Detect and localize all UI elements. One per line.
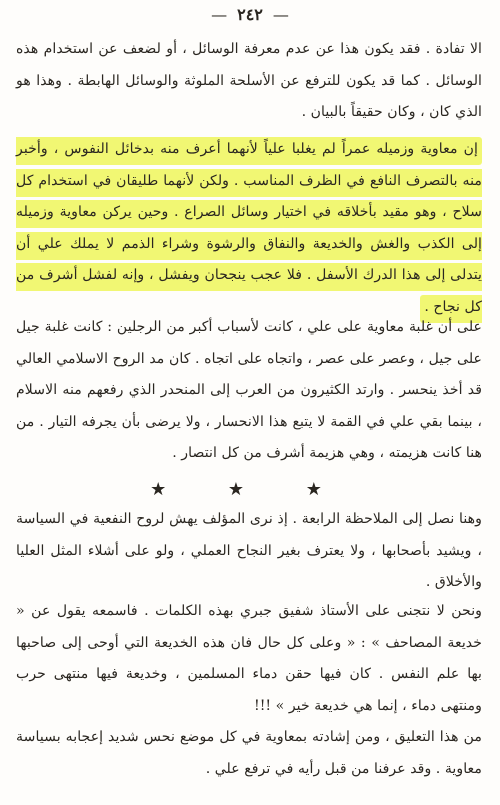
text-line: إلى الكذب والغش والخديعة والنفاق والرشوة وشراء الذمم لا يملك علي أن [16,235,482,252]
text-line: العليا والأخلاق . [16,542,482,590]
section-separator: ★ ★ ★ [150,479,350,500]
paragraph-defeat [16,312,482,470]
text-line: بها علم النفس . كان فيها حقن دماء المسلمين ، وخديعة فيها منتهى حرب ومنتهى دماء ، [16,666,482,714]
text-line: بسياسة معاوية . وقد عرفنا من قبل رأيه في ترفع علي . [16,729,482,777]
text-line: ونحن لا نتجنى على الأستاذ شفيق جبري بهذه الكلمات . فاسمعه يقول عن [31,603,483,619]
paragraph-closing [16,722,482,785]
page-header [0,2,500,26]
text-line: إنما هي خديعة خير » !!! [254,697,398,714]
paragraph-intro [16,34,482,129]
paragraph-quote [16,596,482,722]
text-line: جيل على جيل ، وعصر على عصر ، واتجاه على اتجاه . كان مد الروح الاسلامي [16,319,482,367]
text-line: السياسة ، ويشيد بأصحابها ، ولا يعترف بغير النجاح العملي ، ولو على أشلاء المثل [16,511,482,559]
text-line: منه بالتصرف النافع في الظرف المناسب . ولكن لأنهما طليقان في استخدام كل [16,172,482,189]
text-line: وهنا نصل إلى الملاحظة الرابعة . إذ نرى المؤلف يهش لروح النفعية في [69,511,482,527]
text-line: على أن غلبة معاوية على علي ، كانت لأسباب أكبر من الرجلين : كانت غلبة [44,319,482,335]
text-line: كل نجاح . [424,298,482,315]
text-line: هذه الوسائل . كما قد يكون للترفع عن الأسلحة الملوثة والوسائل الهابطة . وهذا [16,41,482,89]
header-dash-left: — [211,4,228,24]
text-line: من هنا كانت هزيمته ، وهي هزيمة أشرف من كل انتصار . [16,413,482,461]
page-number: ٢٤٢ [237,4,263,24]
paragraph-highlighted [16,134,482,323]
paragraph-fourth-note [16,504,482,599]
highlight-mark [16,137,482,323]
text-line: سلاح ، وهو مقيد بأخلاقه في اختيار وسائل الصراع . وحين يركن معاوية وزميله [16,204,482,220]
text-line: الاسلام ، بينما بقي علي في القمة لا يتبع هذا الانحسار ، ولا يرضى بأن يجرفه التيار . [16,382,482,430]
text-line: « خديعة المصاحف » : « وعلى كل حال فان هذه الخديعة التي أوحى إلى صاحبها [16,603,482,651]
text-line: هو الذي كان ، وكان حقيقاً بالبيان . [16,72,482,120]
text-line: العالي قد أخذ ينحسر . وارتد الكثيرون من العرب إلى المنحدر الذي رفعهم منه [16,350,483,398]
text-line: من هذا التعليق ، ومن إشادته بمعاوية في كل موضع نحس شديد إعجابه [65,729,483,745]
text-line: الا تفادة . فقد يكون هذا عن عدم معرفة الوسائل ، أو لضعف عن استخدام [43,41,482,57]
text-line: يتدلى إلى هذا الدرك الأسفل . فلا عجب ينجحان ويفشل ، وإنه لفشل أشرف من [16,267,482,283]
header-dash-right: — [272,4,289,24]
text-line: إن معاوية وزميله عمراً لم يغلبا علياً لأنهما أعرف منه بدخائل النفوس ، وأخبر [16,141,478,157]
